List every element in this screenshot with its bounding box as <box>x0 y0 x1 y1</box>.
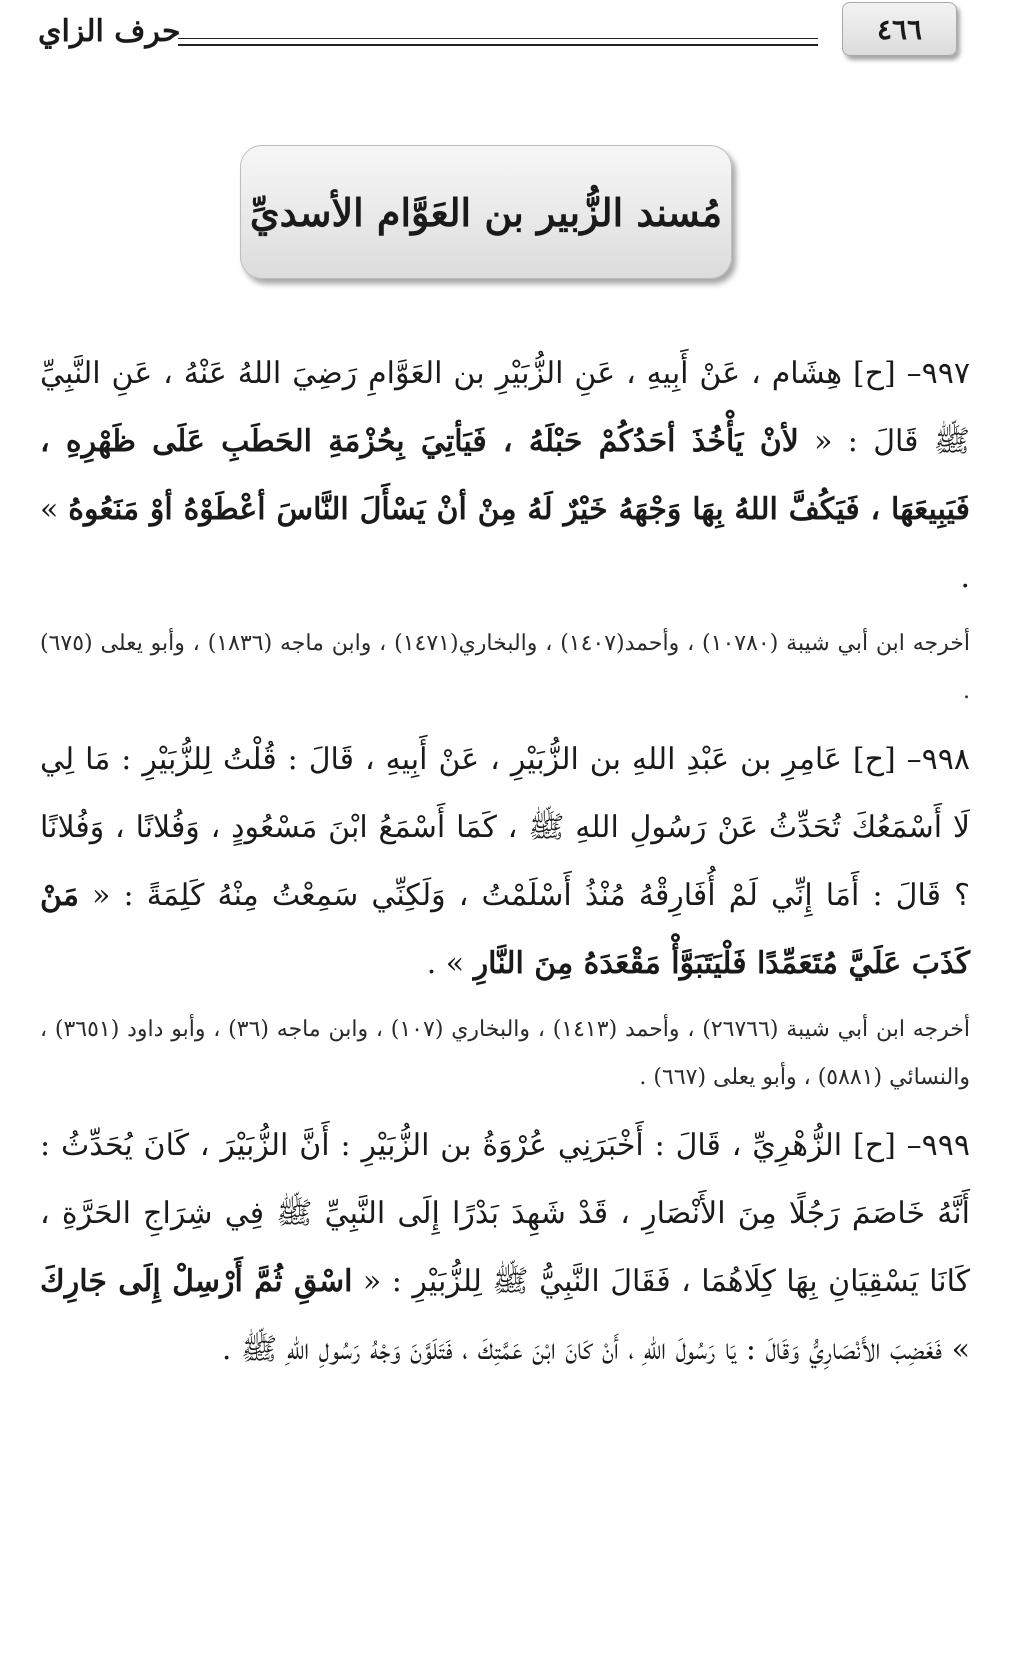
hadith-closing: » . <box>426 946 474 981</box>
takhrij-997: أخرجه ابن أبي شيبة (١٠٧٨٠) ، وأحمد(١٤٠٧) ، والبخاري(١٤٧١) ، وابن ماجه (١٨٣٦) ، وأبو يعلى (٦٧٥) . <box>40 631 970 704</box>
header-rule-thick <box>178 44 818 46</box>
page-header <box>0 0 1010 80</box>
hadith-quote: اسْقِ ثُمَّ أَرْسِلْ إِلَى جَارِكَ <box>40 1264 353 1299</box>
hadith-quote: لأنْ يَأْخُذَ أحَدُكُمْ حَبْلَهُ ، فَيَأتِيَ بِحُزْمَةِ الحَطَبِ عَلَى ظَهْرِهِ ، فَيَبِيعَهَا ، فَيَكُفَّ اللهُ بِهَا وَجْهَهُ خَيْرٌ لَهُ مِنْ أنْ يَسْأَلَ النَّاسَ أعْطَوْهُ أوْ مَنَعُوهُ <box>40 424 971 527</box>
hadith-continuation: » فَغَضِبَ الأَنْصَارِيُّ وَقَالَ : يَا رَسُولَ اللهِ ، أَنْ كَانَ ابْنَ عَمَّتِكَ ، فَتَلَوَّنَ وَجْهُ رَسُولِ اللهِ ﷺ . <box>221 1332 970 1367</box>
header-rule <box>178 38 818 39</box>
page-body <box>40 340 970 1384</box>
hadith-quote: مَنْ كَذَبَ عَلَيَّ مُتَعَمِّدًا فَلْيَتَبَوَّأْ مَقْعَدَهُ مِنَ النَّارِ <box>40 878 970 981</box>
page-number: ٤٦٦ <box>842 2 957 56</box>
section-title: مُسند الزُّبير بن العَوَّام الأسديِّ <box>249 189 723 235</box>
hadith-998 <box>40 726 970 998</box>
hadith-narration: ٩٩٧– [ح] هِشَام ، عَنْ أَبِيهِ ، عَنِ الزُّبَيْرِ بن العَوَّامِ رَضِيَ اللهُ عَنْهُ ، عَنِ النَّبِيِّ ﷺ قَالَ : « <box>40 356 971 459</box>
hadith-narration: ٩٩٩– [ح] الزُّهْرِيِّ ، قَالَ : أَخْبَرَنِي عُرْوَةُ بن الزُّبَيْرِ : أَنَّ الزُّبَيْرَ ، كَانَ يُحَدِّثُ : أَنَّهُ خَاصَمَ رَجُلًا مِنَ الأَنْصَارِ ، قَدْ شَهِدَ بَدْرًا إِلَى النَّبِيِّ ﷺ فِي شِرَاجِ الحَرَّةِ ، كَانَا يَسْقِيَانِ بِهَا كِلَاهُمَا ، فَقَالَ النَّبِيُّ ﷺ لِلزُّبَيْرِ : « <box>40 1128 970 1299</box>
takhrij-998: أخرجه ابن أبي شيبة (٢٦٧٦٦) ، وأحمد (١٤١٣) ، والبخاري (١٠٧) ، وابن ماجه (٣٦) ، وأبو داود (٣٦٥١) ، والنسائي (٥٨٨١) ، وأبو يعلى (٦٦٧) . <box>40 1017 970 1090</box>
hadith-narration: ٩٩٨– [ح] عَامِرِ بن عَبْدِ اللهِ بن الزُّبَيْرِ ، عَنْ أَبِيهِ ، قَالَ : قُلْتُ لِلزُّبَيْرِ : مَا لِي لَا أَسْمَعُكَ تُحَدِّثُ عَنْ رَسُولِ اللهِ ﷺ ، كَمَا أَسْمَعُ ابْنَ مَسْعُودٍ ، وَفُلانًا ، وَفُلانًا ؟ قَالَ : أَمَا إِنِّي لَمْ أُفَارِقْهُ مُنْذُ أَسْلَمْتُ ، وَلَكِنِّي سَمِعْتُ مِنْهُ كَلِمَةً : « <box>40 742 970 913</box>
section-title-box <box>240 145 732 279</box>
hadith-closing: » . <box>40 492 970 595</box>
hadith-999 <box>40 1112 970 1384</box>
chapter-title: حرف الزاي <box>38 14 181 49</box>
hadith-997 <box>40 340 970 612</box>
